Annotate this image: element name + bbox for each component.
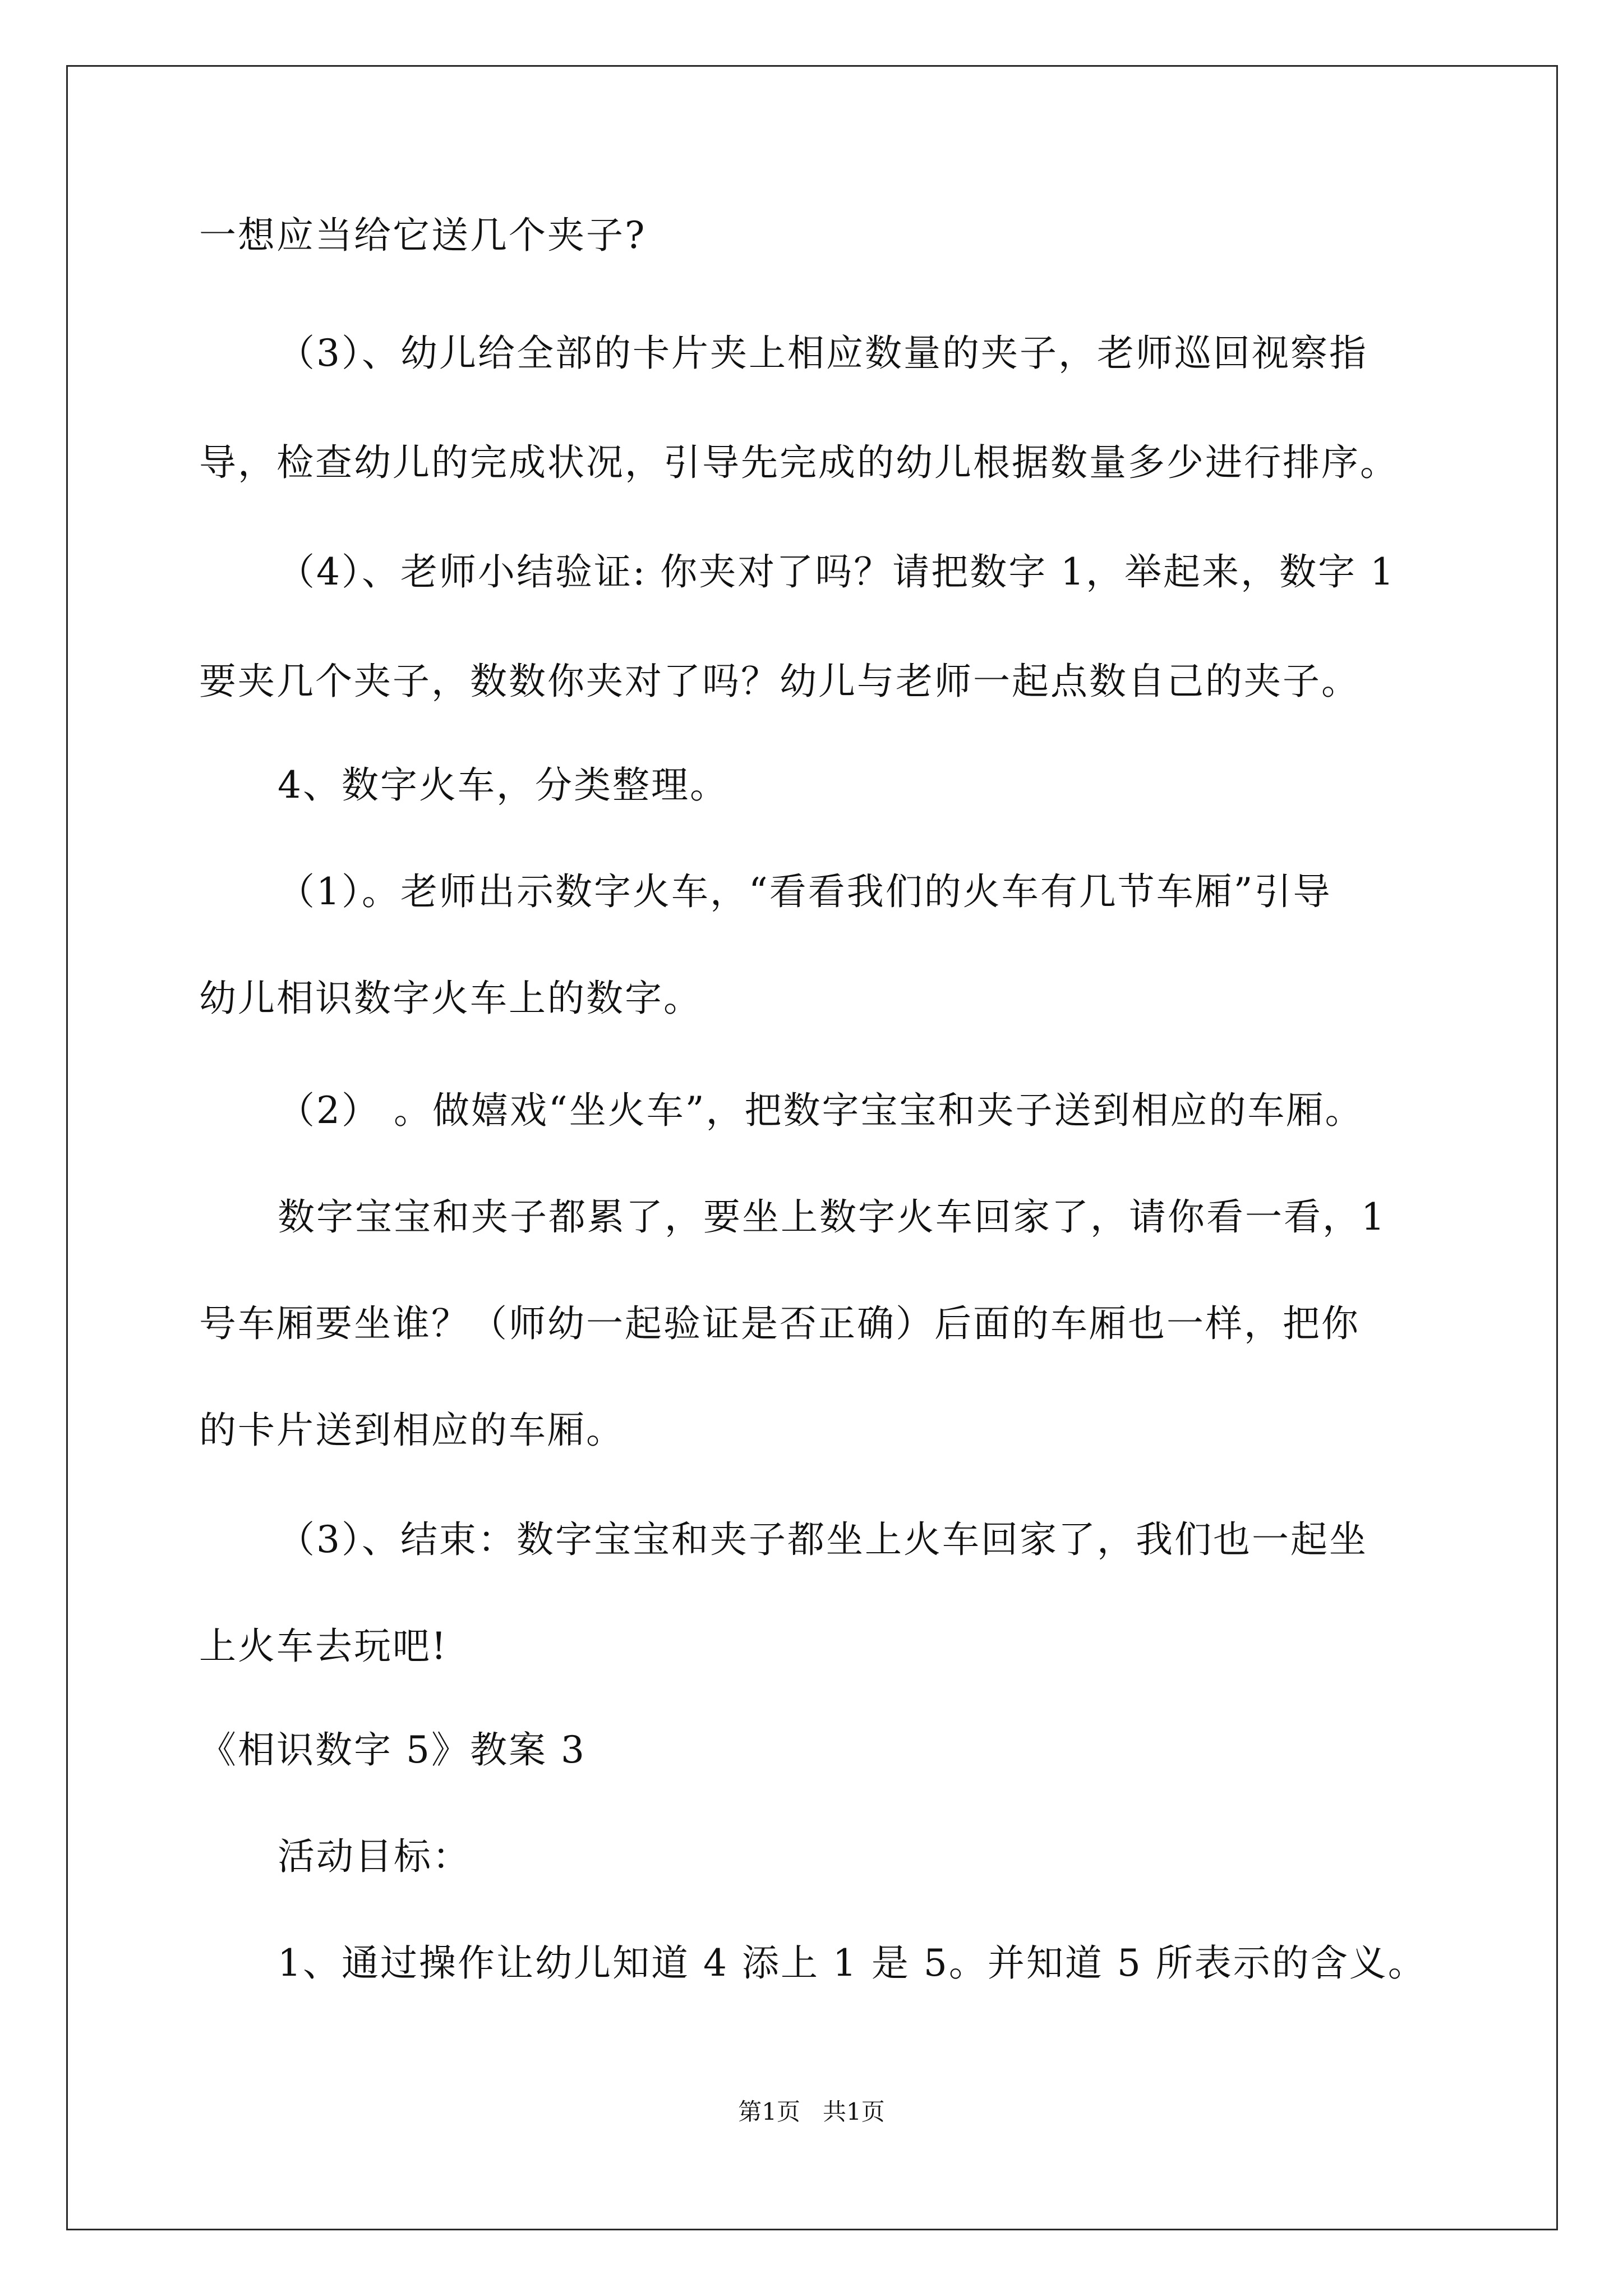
text-line: 号车厢要坐谁？（师幼一起验证是否正确）后面的车厢也一样，把你 <box>199 1302 1360 1345</box>
page-footer: 第1页 共1页 <box>738 2098 885 2125</box>
text-line: （3）、结束：数字宝宝和夹子都坐上火车回家了，我们也一起坐 <box>278 1518 1368 1561</box>
text-line: 幼儿相识数字火车上的数字。 <box>199 977 702 1020</box>
text-line: 要夹几个夹子，数数你夹对了吗？幼儿与老师一起点数自己的夹子。 <box>199 660 1360 703</box>
text-line: 1、通过操作让幼儿知道 4 添上 1 是 5。并知道 5 所表示的含义。 <box>278 1941 1427 1985</box>
text-line: 的卡片送到相应的车厢。 <box>199 1409 625 1452</box>
text-line: 上火车去玩吧! <box>199 1625 448 1668</box>
section-title: 《相识数字 5》教案 3 <box>199 1728 586 1772</box>
text-line: 导，检查幼儿的完成状况，引导先完成的幼儿根据数量多少进行排序。 <box>199 441 1399 484</box>
text-line: 数字宝宝和夹子都累了，要坐上数字火车回家了，请你看一看，1 <box>278 1195 1386 1239</box>
text-line: （3）、幼儿给全部的卡片夹上相应数量的夹子，老师巡回视察指 <box>278 332 1368 375</box>
page-border <box>66 65 1558 2230</box>
text-line: （1）。老师出示数字火车，“看看我们的火车有几节车厢”引导 <box>278 870 1332 913</box>
text-line: 一想应当给它送几个夹子? <box>199 214 647 257</box>
text-line: 4、数字火车，分类整理。 <box>278 763 728 807</box>
text-line: （2） 。做嬉戏“坐火车”，把数字宝宝和夹子送到相应的车厢。 <box>278 1089 1364 1132</box>
text-line: 活动目标： <box>278 1835 471 1878</box>
text-line: （4）、老师小结验证: 你夹对了吗？请把数字 1，举起来，数字 1 <box>278 550 1396 593</box>
